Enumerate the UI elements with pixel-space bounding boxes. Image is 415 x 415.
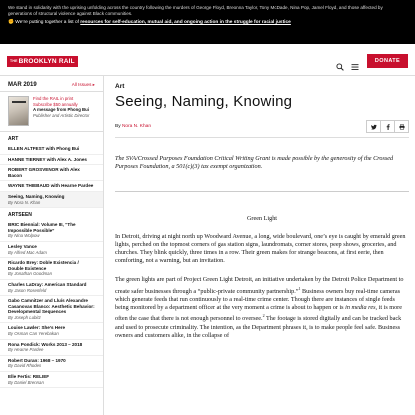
sidebar-item[interactable]: Louise Lawler: She’s Here By Osman Can Yerebakan [0,323,103,339]
divider [115,191,409,192]
section-kicker[interactable]: Art [115,83,125,90]
solidarity-banner [0,0,415,44]
sidebar-item[interactable]: Elle Fertis: RELIEF By Daniel Brennan [0,372,103,388]
share-buttons [367,120,409,133]
grant-note: The SVA/Crossed Purposes Foundation Critical Writing Grant is made possible by the generosity of the Crossed Purposes Foundation, a 501(c)(3) tax exempt organization. [115,155,394,171]
sidebar-item[interactable]: Ricardo Brey: Doble Existencia / Double Existence By Jonathan Goodman [0,258,103,280]
paragraph: In Detroit, driving at night north up Woodward Avenue, a long, wide boulevard, one’s eye is caught by emerald green lights, perched on the topmost corners of gas station signs, laundromats, corner stores, peep shows, groceries, and churches. They blink quickly, three times in a row. Their green makes for strange beacons, at first eerie, then comforting, not a warning, but an invitation. [115,232,406,265]
author-link[interactable]: Nora N. Khan [121,124,151,129]
subscribe-link[interactable]: Subscribe $50 annually [33,101,78,107]
facebook-icon[interactable] [380,120,395,133]
article-title: Seeing, Naming, Knowing [115,93,293,110]
find-in-print-link[interactable]: Find the RAIL in print [33,96,74,101]
sidebar-item[interactable]: ELLEN ALTFEST with Phong Bui [0,144,103,155]
section-label-art: ART [8,136,19,142]
sidebar-item[interactable]: WAYNE THIEBAUD with Hearne Pardee [0,181,103,192]
essay-title: Green Light [246,214,278,222]
footnote-ref[interactable]: 1 [298,285,301,291]
print-icon[interactable] [394,120,409,133]
donate-button[interactable]: DONATE [367,54,408,68]
solidarity-statement: We stand in solidarity with the uprising unfolding across the country following the murders of George Floyd, Breonna Taylor, Tony McDade, Nina Pop, Jamel Floyd, and those affected by generations of structural violence against Black communities. [8,5,383,17]
section-label-artseen: ARTSEEN [8,212,32,219]
sidebar-item[interactable]: Gabo Camnitzer and Lluís Alexandre Casanovas Blanco: Aesthetic Behavior: Developmental Sequences By Joseph Lubitz [0,296,103,323]
all-issues-link[interactable]: All Issues ▸ [71,82,95,87]
paragraph: The green lights are part of Project Green Light Detroit, an initiative undertaken by the Detroit Police Department to create safer businesses through a “public-private community partnership.”$^1$ Business owners buy real-time cameras which generate feeds that run continuously to a real-time crime center. Though there are instances of single feeds being monitored by a department officer at the very moment a crime is about to happen or is in media res, it is more often the case that there is not enough personnel to oversee.$^2$ The footage is stored digitally and can be tracked back and used to prosecute criminality. The intention, as the Department phrases it, is to make people feel safe. Business owners and customers alike, in the collapse of [115,276,404,339]
sidebar-item[interactable]: ROBERT GROSVENOR with Alex Bacon [0,165,103,181]
twitter-icon[interactable] [366,120,381,133]
sidebar-item[interactable]: HANNE TIERNEY with Alex A. Jones [0,155,103,166]
resources-line: ✊ We’re putting together a list of resources for self-education, mutual aid, and ongoing action in the struggle for racial justice [8,20,291,26]
article-byline: By Nora N. Khan [115,120,409,138]
sidebar-item[interactable]: Lesley Vance By Alfred Mac Adam [0,242,103,258]
site-header [0,46,415,76]
search-icon[interactable] [336,58,344,66]
sidebar-item[interactable]: Robert Duran: 1968 – 1970 By David Rhodes [0,356,103,372]
resources-link[interactable]: resources for self-education, mutual aid, and ongoing action in the struggle for racial justice [80,20,291,26]
sidebar-item[interactable]: BRIC Biennial: Volume III, “The Impossible Possible” By Nina Wolpow [0,220,103,242]
article-main [115,76,409,415]
issue-date[interactable]: MAR 2019 [8,82,37,88]
publisher-role: Publisher and Artistic Director [33,112,90,118]
sidebar-item[interactable]: Rona Pondick: Works 2013 – 2018 By Hearne Pardee [0,340,103,356]
issue-cover-image[interactable] [8,96,29,126]
brooklyn-rail-logo[interactable]: THEBROOKLYN RAIL [7,56,78,67]
issue-row [0,76,103,92]
print-promo [0,92,103,132]
header-icons [336,58,359,66]
art-list [0,144,103,208]
publisher-message-link[interactable]: A message from Phong Bui [33,107,89,113]
sidebar-item-active[interactable]: Seeing, Naming, Knowing By Nora N. Khan [0,192,103,208]
issue-sidebar [0,76,104,415]
artseen-list [0,220,103,388]
menu-icon[interactable] [351,58,359,66]
footnote-ref[interactable]: 2 [262,313,265,319]
sidebar-item[interactable]: Charles LaDray: American Standard By Jason Rosenfeld [0,280,103,296]
